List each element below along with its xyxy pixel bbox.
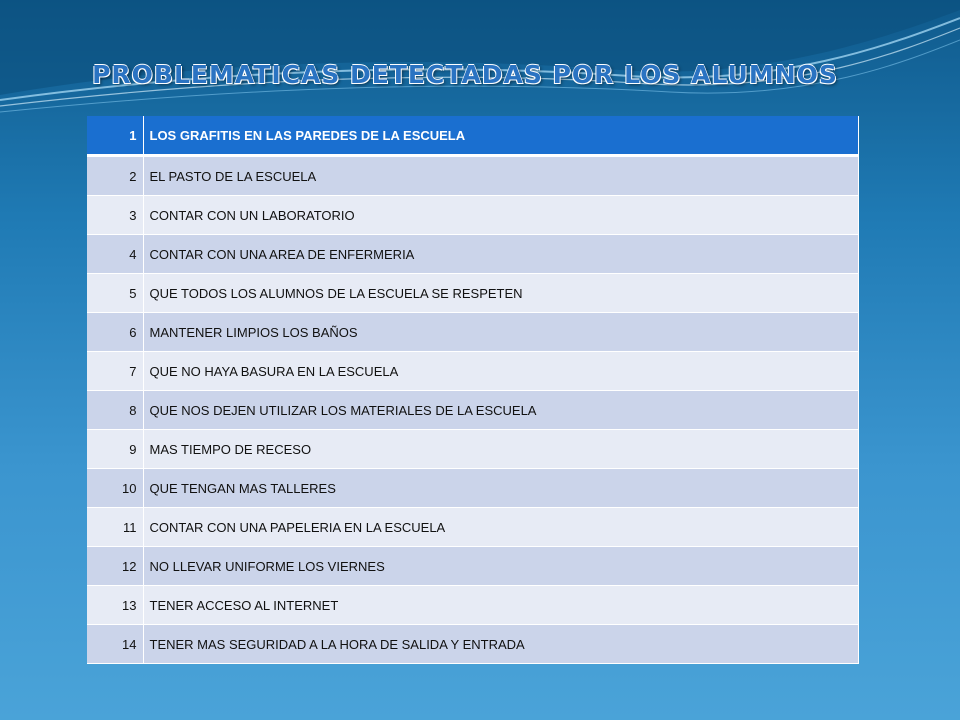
row-text: QUE NOS DEJEN UTILIZAR LOS MATERIALES DE LA ESCUELA [143, 391, 859, 430]
row-number: 13 [87, 586, 143, 625]
row-number: 12 [87, 547, 143, 586]
row-text: TENER MAS SEGURIDAD A LA HORA DE SALIDA Y ENTRADA [143, 625, 859, 664]
table-row [87, 156, 859, 196]
table-row [87, 313, 859, 352]
row-number: 10 [87, 469, 143, 508]
problems-table [87, 116, 859, 664]
row-text: QUE TENGAN MAS TALLERES [143, 469, 859, 508]
row-number: 1 [87, 116, 143, 156]
row-text: CONTAR CON UNA AREA DE ENFERMERIA [143, 235, 859, 274]
row-text: MAS TIEMPO DE RECESO [143, 430, 859, 469]
table-row [87, 469, 859, 508]
row-number: 9 [87, 430, 143, 469]
row-text: TENER ACCESO AL INTERNET [143, 586, 859, 625]
table-row [87, 586, 859, 625]
table-row [87, 352, 859, 391]
row-number: 2 [87, 156, 143, 196]
row-text: QUE TODOS LOS ALUMNOS DE LA ESCUELA SE RESPETEN [143, 274, 859, 313]
table-row [87, 547, 859, 586]
table-row [87, 430, 859, 469]
row-text: LOS GRAFITIS EN LAS PAREDES DE LA ESCUELA [143, 116, 859, 156]
slide-title: PROBLEMATICAS DETECTADAS POR LOS ALUMNOS [92, 60, 838, 89]
row-text: CONTAR CON UNA PAPELERIA EN LA ESCUELA [143, 508, 859, 547]
row-text: EL PASTO DE LA ESCUELA [143, 156, 859, 196]
row-number: 11 [87, 508, 143, 547]
table-row [87, 235, 859, 274]
row-text: MANTENER LIMPIOS LOS BAÑOS [143, 313, 859, 352]
row-number: 3 [87, 196, 143, 235]
row-number: 6 [87, 313, 143, 352]
table-row [87, 196, 859, 235]
row-number: 7 [87, 352, 143, 391]
row-text: NO LLEVAR UNIFORME LOS VIERNES [143, 547, 859, 586]
row-number: 4 [87, 235, 143, 274]
table-row [87, 274, 859, 313]
table-row [87, 391, 859, 430]
row-text: CONTAR CON UN LABORATORIO [143, 196, 859, 235]
row-number: 5 [87, 274, 143, 313]
table-row [87, 508, 859, 547]
row-number: 8 [87, 391, 143, 430]
row-number: 14 [87, 625, 143, 664]
table-header-row [87, 116, 859, 156]
table-row [87, 625, 859, 664]
row-text: QUE NO HAYA BASURA EN LA ESCUELA [143, 352, 859, 391]
